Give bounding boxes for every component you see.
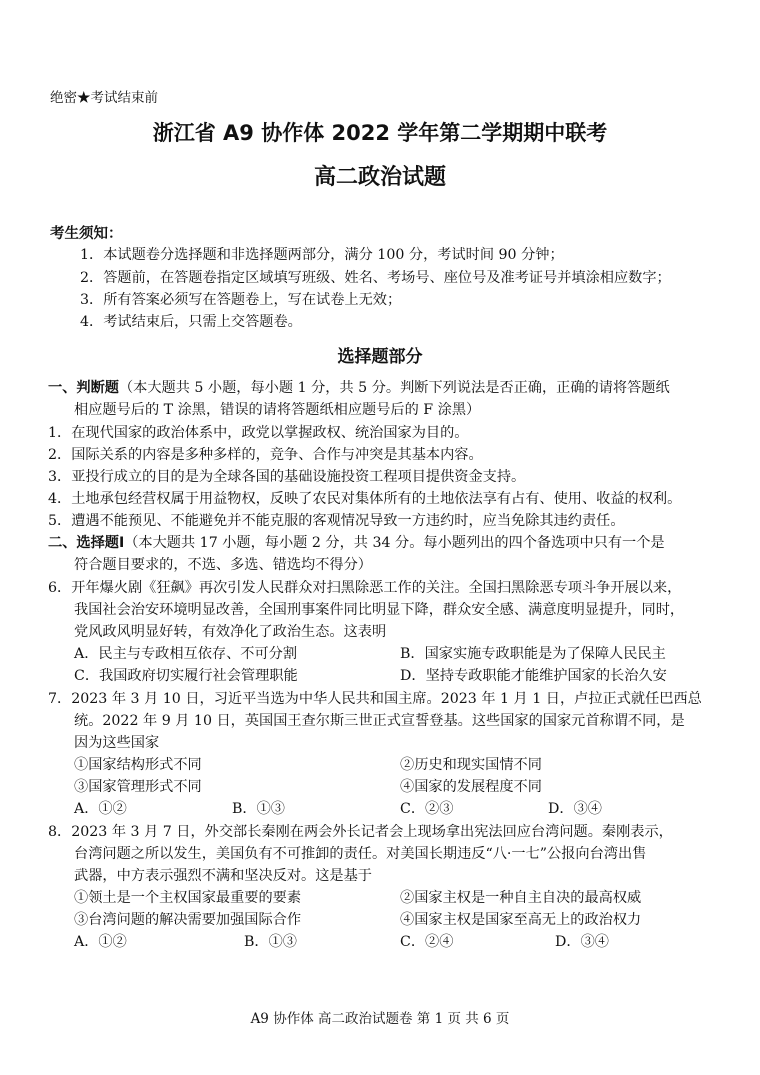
judge-item: 3．亚投行成立的目的是为全球各国的基础设施投资工程项目提供资金支持。 <box>48 469 526 485</box>
q8-statement: ①领土是一个主权国家最重要的要素 <box>74 890 302 906</box>
part2-header <box>48 533 665 553</box>
q6-stem-cont: 我国社会治安环境明显改善，全国刑事案件同比明显下降，群众安全感、满意度明显提升，同时， <box>74 602 685 618</box>
q8-statement: ②国家主权是一种自主自决的最高权威 <box>400 890 642 906</box>
q6-stem-cont: 党风政风明显好转，有效净化了政治生态。这表明 <box>74 624 387 640</box>
q8-option-a: A．①② <box>74 934 127 950</box>
q8-option-d: D．③④ <box>555 934 609 950</box>
q8-stem-cont: 台湾问题之所以发生，美国负有不可推卸的责任。对美国长期违反“八·一七”公报向台湾出售 <box>74 846 647 862</box>
page-footer: A9 协作体 高二政治试题卷 第 1 页 共 6 页 <box>250 1011 510 1027</box>
part1-desc: （本大题共 5 小题，每小题 1 分，共 5 分。判断下列说法是否正确，正确的请将答题纸 <box>118 380 670 396</box>
q7-option-a: A．①② <box>74 801 127 817</box>
notice-item: 4．考试结束后，只需上交答题卷。 <box>80 314 302 330</box>
q7-option-d: D．③④ <box>548 801 602 817</box>
notice-heading: 考生须知： <box>50 226 123 242</box>
judge-item: 2．国际关系的内容是多种多样的，竞争、合作与冲突是其基本内容。 <box>48 447 483 463</box>
q7-option-b: B．①③ <box>232 801 285 817</box>
q8-stem: 8．2023 年 3 月 7 日，外交部长秦刚在两会外长记者会上现场拿出宪法回应台湾问题。秦刚表示， <box>48 824 673 840</box>
part1-header <box>48 378 670 398</box>
q7-statement: ③国家管理形式不同 <box>74 779 202 795</box>
q7-statement: ④国家的发展程度不同 <box>400 779 542 795</box>
q8-statement: ③台湾问题的解决需要加强国际合作 <box>74 912 302 928</box>
judge-item: 5．遭遇不能预见、不能避免并不能克服的客观情况导致一方违约时，应当免除其违约责任。 <box>48 513 625 529</box>
q6-stem: 6．开年爆火剧《狂飙》再次引发人民群众对扫黑除恶工作的关注。全国扫黑除恶专项斗争开展以来， <box>48 580 682 596</box>
q6-option-b: B．国家实施专政职能是为了保障人民民主 <box>400 646 666 662</box>
notice-item: 2．答题前，在答题卷指定区域填写班级、姓名、考场号、座位号及准考证号并填涂相应数字； <box>80 270 671 286</box>
part2-desc: （本大题共 17 小题，每小题 2 分，共 34 分。每小题列出的四个备选项中只有一个是 <box>124 535 665 551</box>
q6-option-d: D．坚持专政职能才能维护国家的长治久安 <box>400 668 667 684</box>
q7-stem-cont: 因为这些国家 <box>74 735 160 751</box>
section-title: 选择题部分 <box>337 347 423 367</box>
judge-item: 1．在现代国家的政治体系中，政党以掌握政权、统治国家为目的。 <box>48 425 469 441</box>
q8-statement: ④国家主权是国家至高无上的政治权力 <box>400 912 642 928</box>
notice-item: 3．所有答案必须写在答题卷上，写在试卷上无效； <box>80 292 402 308</box>
q6-option-a: A．民主与专政相互依存、不可分割 <box>74 646 298 662</box>
q7-option-c: C．②③ <box>400 801 454 817</box>
q7-statement: ①国家结构形式不同 <box>74 757 202 773</box>
q7-stem-cont: 统。2022 年 9 月 10 日，英国国王查尔斯三世正式宣誓登基。这些国家的国家元首称谓不同，是 <box>74 713 685 729</box>
part1-label: 一、判断题 <box>48 380 119 396</box>
confidential-label: 绝密★考试结束前 <box>50 90 158 106</box>
part2-desc-cont: 符合题目要求的，不选、多选、错选均不得分） <box>74 557 372 573</box>
q8-option-c: C．②④ <box>400 934 454 950</box>
exam-title: 浙江省 A9 协作体 2022 学年第二学期期中联考 <box>152 121 608 145</box>
q8-stem-cont: 武器，中方表示强烈不满和坚决反对。这是基于 <box>74 868 372 884</box>
q6-option-c: C．我国政府切实履行社会管理职能 <box>74 668 298 684</box>
q7-statement: ②历史和现实国情不同 <box>400 757 542 773</box>
q8-option-b: B．①③ <box>244 934 297 950</box>
part1-desc-cont: 相应题号后的 T 涂黑，错误的请将答题纸相应题号后的 F 涂黑） <box>74 402 481 418</box>
part2-label: 二、选择题Ⅰ <box>48 535 125 551</box>
exam-subtitle: 高二政治试题 <box>313 165 446 190</box>
judge-item: 4．土地承包经营权属于用益物权，反映了农民对集体所有的土地依法享有占有、使用、收益的权利。 <box>48 491 682 507</box>
q7-stem: 7．2023 年 3 月 10 日，习近平当选为中华人民共和国主席。2023 年 1 月 1 日，卢拉正式就任巴西总 <box>48 691 702 707</box>
notice-item: 1．本试题卷分选择题和非选择题两部分，满分 100 分，考试时间 90 分钟； <box>80 247 564 263</box>
